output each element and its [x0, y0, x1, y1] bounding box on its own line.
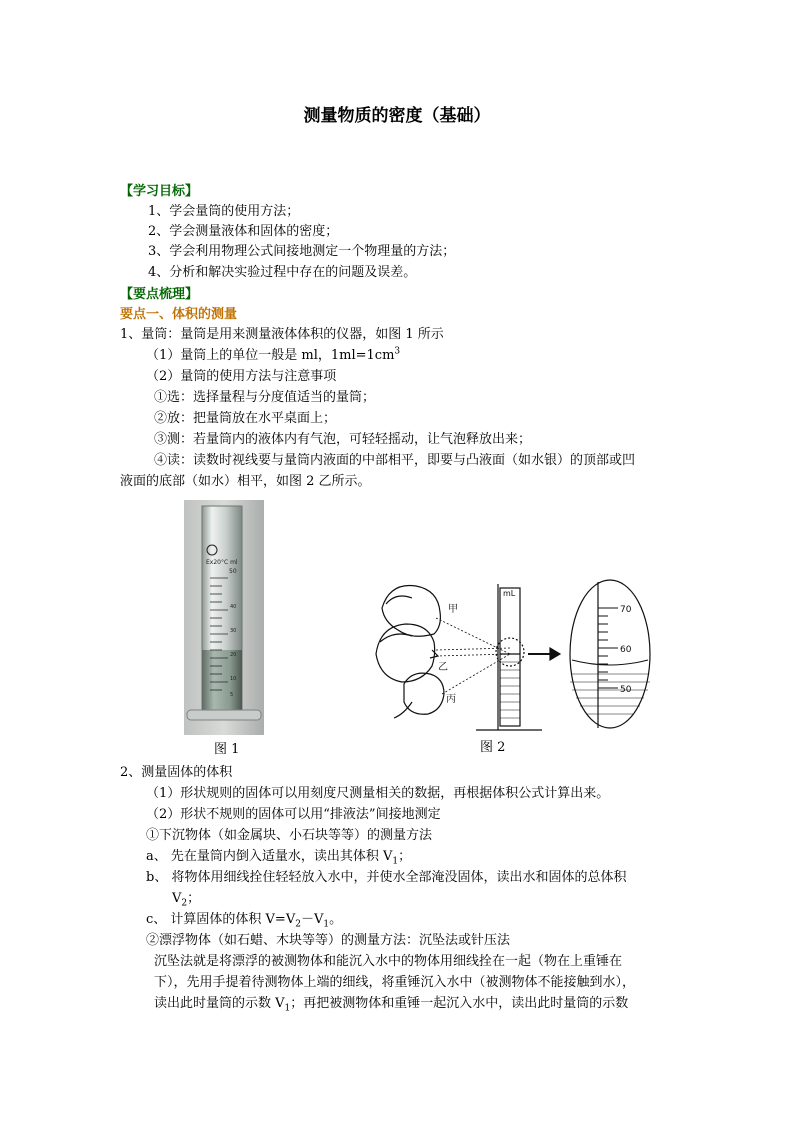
points-heading: 【要点梳理】 [120, 287, 199, 302]
goals-heading: 【学习目标】 [120, 184, 199, 199]
scale-label: 70 [620, 605, 632, 615]
paragraph: 液面的底部（如水）相平，如图 2 乙所示。 [120, 474, 371, 489]
paragraph: ②放：把量筒放在水平桌面上； [154, 411, 337, 426]
paragraph: b、 将物体用细线拴住轻轻放入水中，并使水全部淹没固体，读出水和固体的总体积 [146, 870, 627, 885]
paragraph: （2）量筒的使用方法与注意事项 [146, 369, 337, 384]
paragraph: 2、测量固体的体积 [120, 765, 233, 780]
paragraph: ④读：读数时视线要与量筒内液面的中部相平，即要与凸液面（如水银）的顶部或凹 [154, 453, 636, 468]
figure-2-caption: 图 2 [480, 740, 506, 755]
goal-item: 1、学会量筒的使用方法； [148, 204, 300, 219]
observer-label-yi: 乙 [438, 662, 448, 673]
paragraph: ③测：若量筒内的液体内有气泡，可轻轻摇动，让气泡释放出来； [154, 432, 532, 447]
paragraph: （1）量筒上的单位一般是 ml，$1ml=1cm^3$ [146, 346, 401, 363]
paragraph: c、 计算固体的体积 $V=V_2-V_1$。 [146, 912, 343, 930]
figure-2-reading-diagram [372, 578, 654, 734]
tick-label: 20 [230, 652, 237, 658]
temp-label: Ex20°C ml [206, 559, 238, 566]
paragraph: ②漂浮物体（如石蜡、木块等等）的测量方法：沉坠法或针压法 [146, 933, 511, 948]
goal-item: 4、分析和解决实验过程中存在的问题及误差。 [148, 265, 417, 280]
paragraph: （1）形状规则的固体可以用刻度尺测量相关的数据，再根据体积公式计算出来。 [146, 786, 610, 801]
paragraph: ①下沉物体（如金属块、小石块等等）的测量方法 [146, 828, 433, 843]
goal-item: 2、学会测量液体和固体的密度； [148, 224, 339, 239]
paragraph: ①选：选择量程与分度值适当的量筒； [154, 390, 376, 405]
scale-label: 60 [620, 645, 632, 655]
paragraph: 1、量筒：量筒是用来测量液体体积的仪器，如图 1 所示 [120, 327, 444, 342]
figure-1-cylinder-photo [184, 500, 264, 735]
observer-label-jia: 甲 [448, 604, 458, 615]
tick-label: 30 [230, 628, 237, 634]
paragraph: （2）形状不规则的固体可以用“排液法”间接地测定 [146, 807, 441, 822]
paragraph: 下），先用手提着待测物体上端的细线，将重锤沉入水中（被测物体不能接触到水）， [154, 975, 636, 990]
paragraph: $V_2$； [172, 891, 201, 909]
point1-heading: 要点一、体积的测量 [120, 307, 238, 322]
observer-label-bing: 丙 [446, 694, 456, 705]
paragraph: a、 先在量筒内倒入适量水，读出其体积 $V_1$； [146, 849, 412, 867]
paragraph: 沉坠法就是将漂浮的被测物体和能沉入水中的物体用细线拴在一起（物在上重锤在 [154, 954, 623, 969]
goal-item: 3、学会利用物理公式间接地测定一个物理量的方法； [148, 244, 456, 259]
tick-label: 50 [229, 568, 237, 575]
unit-label: mL [503, 589, 516, 598]
tick-label: 40 [230, 604, 237, 610]
page-title: 测量物质的密度（基础） [303, 106, 491, 126]
figure-1-caption: 图 1 [214, 742, 240, 757]
tick-label: 10 [230, 676, 237, 682]
paragraph: 读出此时量筒的示数 $V_1$；再把被测物体和重锤一起沉入水中，读出此时量筒的示数 [154, 996, 629, 1014]
scale-label: 50 [620, 685, 632, 695]
tick-label: 5 [230, 692, 234, 698]
